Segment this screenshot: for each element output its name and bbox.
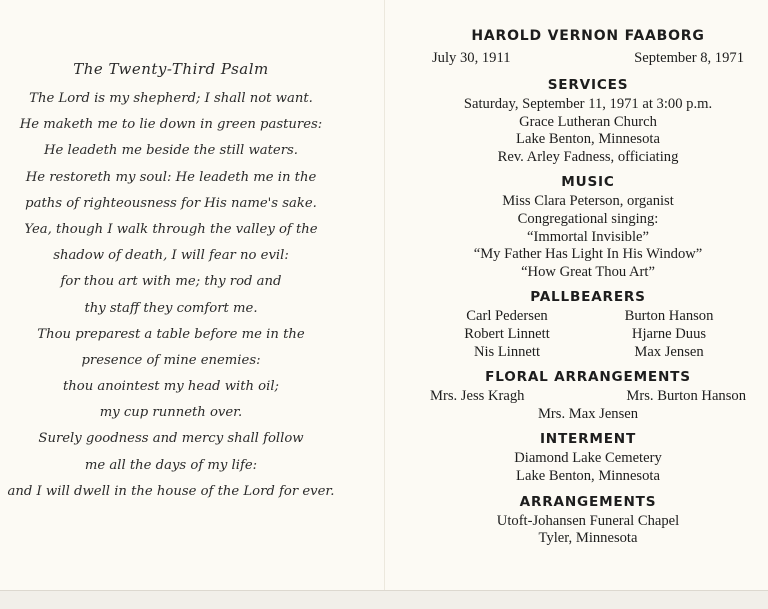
psalm-line: shadow of death, I will fear no evil: (53, 248, 289, 264)
arrangements-line: Utoft-Johansen Funeral Chapel (496, 512, 680, 529)
psalm-line: my cup runneth over. (99, 405, 243, 421)
psalm-line: thou anointest my head with oil; (62, 379, 280, 395)
floral-name: Mrs. Max Jensen (537, 405, 639, 422)
pallbearers-list (426, 308, 750, 361)
psalm-line: The Lord is my shepherd; I shall not want. (29, 91, 313, 106)
psalm-line: Thou preparest a table before me in the (37, 326, 305, 342)
music-heading: MUSIC (561, 174, 615, 191)
psalm-line: Surely goodness and mercy shall follow (38, 431, 304, 447)
psalm-panel (0, 60, 342, 505)
floral-name: Mrs. Jess Kragh (430, 388, 525, 405)
psalm-line: Yea, though I walk through the valley of the (24, 221, 318, 237)
services-line: Lake Benton, Minnesota (516, 131, 660, 148)
psalm-title: The Twenty-Third Psalm (73, 60, 269, 78)
music-line: “My Father Has Light In His Window” (473, 246, 703, 263)
death-date: September 8, 1971 (634, 50, 744, 66)
psalm-line: He leadeth me beside the still waters. (43, 143, 298, 159)
psalm-line: He maketh me to lie down in green pastures: (19, 117, 323, 133)
services-line: Grace Lutheran Church (519, 113, 657, 130)
arrangements-heading: ARRANGEMENTS (519, 493, 657, 510)
deceased-name: HAROLD VERNON FAABORG (471, 28, 705, 44)
pallbearer-name: Nis Linnett (473, 343, 541, 360)
interment-line: Diamond Lake Cemetery (514, 450, 662, 467)
psalm-line: presence of mine enemies: (81, 352, 261, 368)
psalm-line: He restoreth my soul: He leadeth me in the (25, 169, 317, 185)
services-heading: SERVICES (547, 77, 629, 93)
birth-date: July 30, 1911 (432, 50, 511, 66)
psalm-line: and I will dwell in the house of the Lord for ever. (7, 483, 335, 499)
interment-heading: INTERMENT (539, 431, 637, 448)
pallbearer-row (426, 344, 750, 362)
pallbearers-heading: PALLBEARERS (530, 289, 646, 306)
psalm-line: paths of righteousness for His name's sake. (25, 195, 317, 211)
psalm-line: thy staff they comfort me. (84, 300, 258, 316)
pallbearer-name: Robert Linnett (464, 325, 550, 342)
music-line: Congregational singing: (517, 210, 659, 227)
floral-row (426, 388, 750, 406)
pallbearer-name: Hjarne Duus (631, 325, 707, 342)
card-bottom-edge (0, 590, 768, 609)
psalm-line: for thou art with me; thy rod and (60, 274, 282, 290)
floral-name: Mrs. Burton Hanson (626, 388, 746, 405)
services-line: Rev. Arley Fadness, officiating (497, 148, 679, 165)
pallbearer-row (426, 308, 750, 326)
floral-heading: FLORAL ARRANGEMENTS (485, 369, 691, 386)
pallbearer-row (426, 326, 750, 344)
arrangements-line: Tyler, Minnesota (538, 530, 638, 547)
center-fold (384, 0, 385, 608)
life-dates (426, 47, 750, 69)
psalm-line: me all the days of my life: (84, 457, 258, 473)
pallbearer-name: Burton Hanson (624, 308, 714, 325)
music-line: “Immortal Invisible” (527, 228, 649, 245)
music-line: Miss Clara Peterson, organist (502, 193, 674, 210)
services-line: Saturday, September 11, 1971 at 3:00 p.m. (463, 96, 713, 112)
pallbearer-name: Carl Pedersen (466, 308, 548, 325)
interment-line: Lake Benton, Minnesota (516, 467, 660, 484)
service-panel (426, 26, 750, 548)
music-line: “How Great Thou Art” (521, 263, 655, 280)
pallbearer-name: Max Jensen (634, 343, 704, 360)
